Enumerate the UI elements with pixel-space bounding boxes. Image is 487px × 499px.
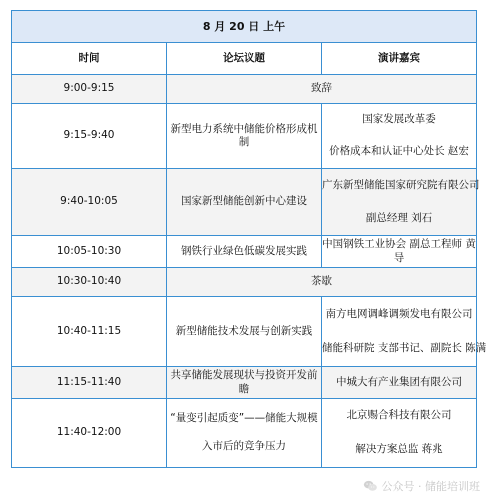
- table-row: [12, 367, 477, 399]
- speaker-cell: 中城大有产业集团有限公司: [322, 367, 477, 399]
- table-row: [12, 297, 477, 367]
- table-row: [12, 399, 477, 468]
- speaker-lines: [322, 169, 480, 235]
- merged-session-cell: 致辞: [167, 75, 477, 104]
- table-row: [12, 268, 477, 297]
- table-row: [12, 104, 477, 169]
- schedule-date-title: 8 月 20 日 上午: [12, 11, 477, 43]
- wechat-watermark: [363, 478, 481, 494]
- speaker-cell: [322, 297, 487, 367]
- topic-line: “量变引起质变”——储能大规模: [170, 412, 318, 425]
- speaker-title: 储能科研院 支部书记、副院长 陈满: [322, 342, 487, 355]
- speaker-lines: [322, 399, 476, 467]
- time-cell: 9:40-10:05: [12, 169, 167, 236]
- table-row: [12, 236, 477, 268]
- topic-lines: [167, 405, 321, 461]
- time-cell: 11:40-12:00: [12, 399, 167, 468]
- speaker-organization: 广东新型储能国家研究院有限公司: [322, 178, 480, 191]
- time-cell: 10:40-11:15: [12, 297, 167, 367]
- speaker-cell: [322, 399, 477, 468]
- topic-cell: 新型储能技术发展与创新实践: [167, 297, 322, 367]
- speaker-lines: [322, 297, 487, 366]
- time-cell: 9:15-9:40: [12, 104, 167, 169]
- speaker-lines: [322, 104, 476, 168]
- topic-line: 入市后的竞争压力: [202, 440, 286, 453]
- topic-cell: 钢铁行业绿色低碳发展实践: [167, 236, 322, 268]
- time-cell: 10:05-10:30: [12, 236, 167, 268]
- time-column-header: 时间: [12, 43, 167, 75]
- speaker-title: 解决方案总监 蒋兆: [355, 443, 443, 456]
- watermark-text: 公众号 · 储能培训班: [381, 480, 480, 493]
- speaker-cell: [322, 104, 477, 169]
- merged-session-cell: 茶歇: [167, 268, 477, 297]
- topic-cell: 国家新型储能创新中心建设: [167, 169, 322, 236]
- topic-column-header: 论坛议题: [167, 43, 322, 75]
- time-cell: 9:00-9:15: [12, 75, 167, 104]
- agenda-table: [11, 10, 487, 468]
- topic-cell: 新型电力系统中储能价格形成机制: [167, 104, 322, 169]
- speaker-title: 价格成本和认证中心处长 赵宏: [329, 145, 469, 158]
- speaker-organization: 南方电网调峰调频发电有限公司: [325, 307, 473, 320]
- speaker-organization: 北京赐合科技有限公司: [346, 409, 452, 422]
- column-header-row: [12, 43, 477, 75]
- time-cell: 10:30-10:40: [12, 268, 167, 297]
- speaker-cell: [322, 169, 480, 236]
- table-row: [12, 75, 477, 104]
- wechat-icon: [363, 480, 378, 492]
- speaker-organization: 国家发展改革委: [362, 113, 436, 126]
- speaker-title: 副总经理 刘石: [365, 211, 433, 224]
- speaker-cell: 中国钢铁工业协会 副总工程师 黄导: [322, 236, 477, 268]
- table-row: [12, 169, 477, 236]
- title-row: [12, 11, 477, 43]
- time-cell: 11:15-11:40: [12, 367, 167, 399]
- topic-cell: [167, 399, 322, 468]
- topic-cell: 共享储能发展现状与投资开发前瞻: [167, 367, 322, 399]
- speaker-column-header: 演讲嘉宾: [322, 43, 477, 75]
